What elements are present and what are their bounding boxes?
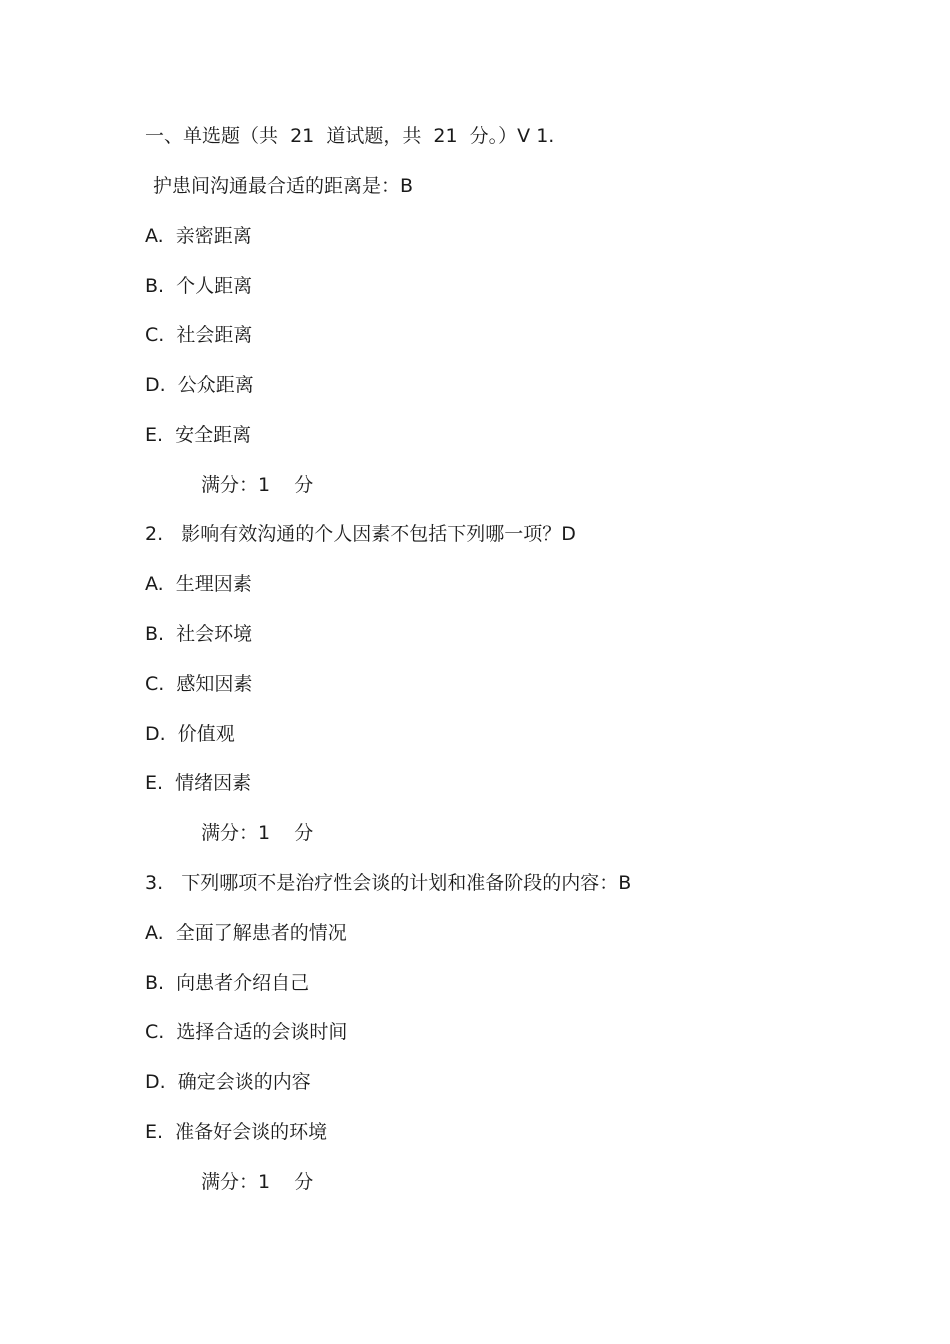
question-3-option-c: C. 选择合适的会谈时间 bbox=[145, 1021, 348, 1043]
question-1-option-d: D. 公众距离 bbox=[145, 374, 254, 396]
question-3-option-b: B. 向患者介绍自己 bbox=[145, 972, 310, 994]
question-2-stem: 2. 影响有效沟通的个人因素不包括下列哪一项？D bbox=[145, 523, 576, 545]
question-1-option-e: E. 安全距离 bbox=[145, 424, 252, 446]
question-3-score: 满分：1 分 bbox=[201, 1171, 314, 1193]
question-3-option-a: A. 全面了解患者的情况 bbox=[145, 922, 347, 944]
question-2-option-d: D. 价值观 bbox=[145, 723, 235, 745]
question-1-stem: 护患间沟通最合适的距离是：B bbox=[153, 175, 414, 197]
section-header: 一、单选题（共 21 道试题，共 21 分。）V 1. bbox=[145, 125, 555, 147]
question-2-option-c: C. 感知因素 bbox=[145, 673, 253, 695]
question-2-option-e: E. 情绪因素 bbox=[145, 772, 252, 794]
question-3-stem: 3. 下列哪项不是治疗性会谈的计划和准备阶段的内容：B bbox=[145, 872, 632, 894]
question-1-score: 满分：1 分 bbox=[201, 474, 314, 496]
question-1-option-c: C. 社会距离 bbox=[145, 324, 253, 346]
question-1-option-b: B. 个人距离 bbox=[145, 275, 253, 297]
question-2-option-b: B. 社会环境 bbox=[145, 623, 253, 645]
question-2-option-a: A. 生理因素 bbox=[145, 573, 252, 595]
question-3-option-e: E. 准备好会谈的环境 bbox=[145, 1121, 328, 1143]
question-2-score: 满分：1 分 bbox=[201, 822, 314, 844]
question-1-option-a: A. 亲密距离 bbox=[145, 225, 252, 247]
question-3-option-d: D. 确定会谈的内容 bbox=[145, 1071, 311, 1093]
